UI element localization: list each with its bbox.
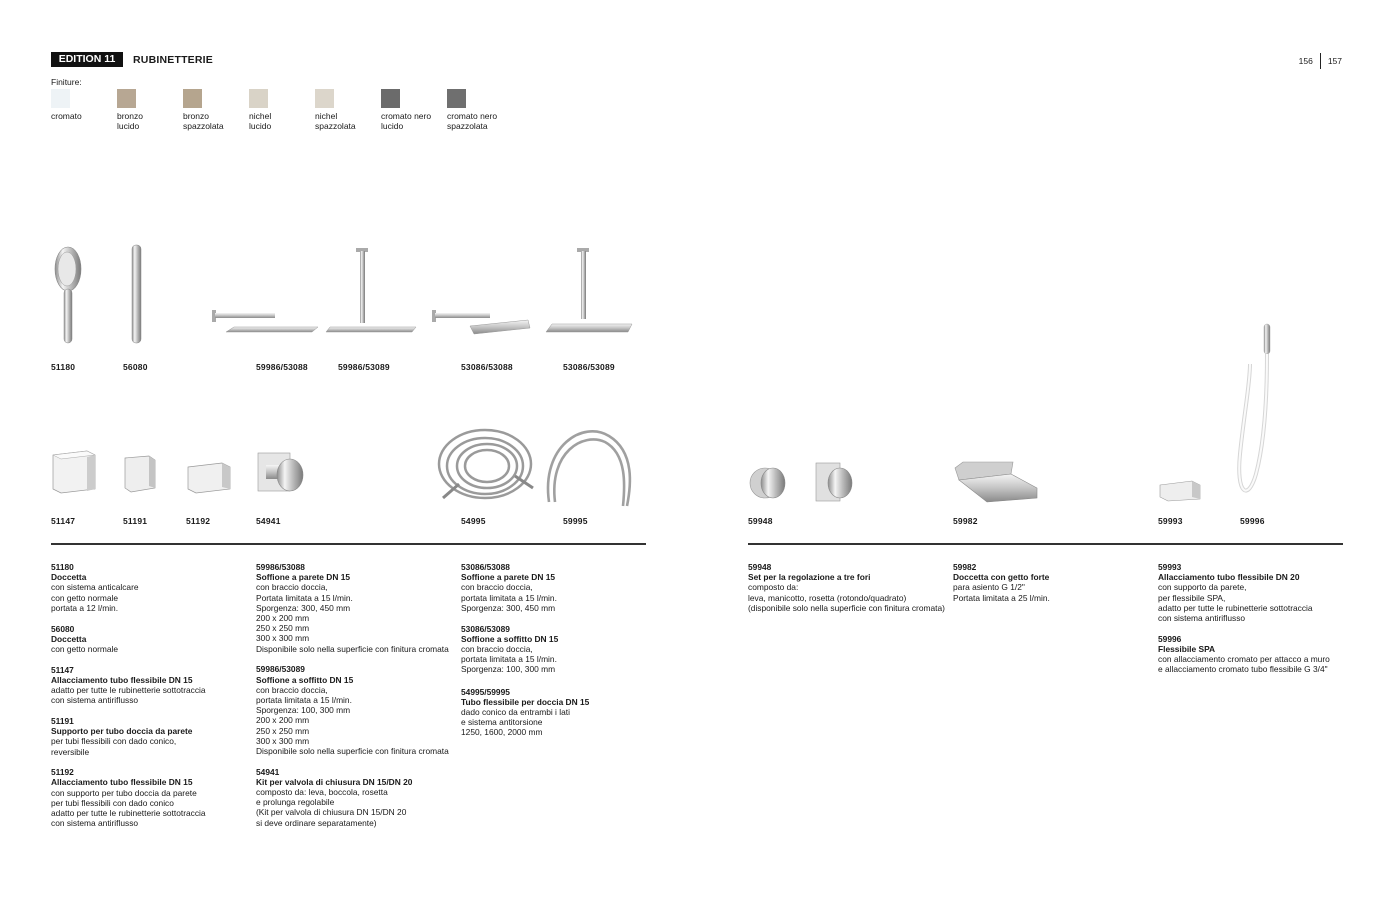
description-column-2: [256, 562, 456, 838]
entry-code: 54995/59995: [461, 686, 510, 697]
product-entry: [461, 624, 661, 675]
entry-text: con braccio doccia, portata limitata a 15 l/min. Sporgenza: 300, 450 mm: [461, 582, 557, 613]
entry-title: Soffione a soffitto DN 15: [256, 674, 354, 685]
product-code-label: 54995: [461, 516, 486, 526]
description-column-4: [748, 562, 948, 624]
ceiling-shower-head-53086-53089-image: [544, 248, 634, 336]
entry-text: adatto per tutte le rubinetterie sottotraccia con sistema antiriflusso: [51, 685, 206, 706]
entry-code: 59986/53088: [256, 562, 305, 572]
product-entry: [1158, 634, 1358, 675]
wall-shower-head-59986-53088-image: [212, 302, 318, 336]
finish-name: nichel lucido: [249, 111, 272, 131]
hand-shower-51180-image: [53, 245, 87, 345]
finish-swatch-cromato-nero-lucido: [381, 89, 443, 131]
product-entry: [748, 562, 948, 613]
product-entry: [51, 562, 251, 613]
page-right-number: 157: [1327, 56, 1342, 66]
entry-text: con braccio doccia, Portata limitata a 15 l/min. Sporgenza: 300, 450 mm 200 x 200 mm 250 x 250 mm 300 x 300 mm Disponibile solo nella superficie con finitura cromata: [256, 582, 449, 654]
page-numbers: [1299, 53, 1342, 69]
entry-text: per tubi flessibili con dado conico, reversibile: [51, 736, 177, 757]
product-code-label: 54941: [256, 516, 281, 526]
finish-swatch-nichel-lucido: [249, 89, 311, 131]
entry-title: Doccetta: [51, 572, 87, 583]
entry-title: Doccetta: [51, 633, 87, 644]
product-code-label: 56080: [123, 362, 148, 372]
entry-code: 51147: [51, 664, 74, 675]
divider-left: [51, 543, 646, 545]
shower-hose-54995-image: [435, 426, 537, 506]
finish-swatch-bronzo-spazzolata: [183, 89, 245, 131]
product-code-label: 59948: [748, 516, 773, 526]
entry-code: 59982: [953, 562, 977, 572]
entry-title: Flessibile SPA: [1158, 643, 1216, 654]
entry-text: dado conico da entrambi i lati e sistema antitorsione 1250, 1600, 2000 mm: [461, 706, 570, 738]
finish-color: [315, 89, 334, 108]
divider-right: [748, 543, 1343, 545]
product-code-label: 51147: [51, 516, 76, 526]
spout-59982-image: [953, 458, 1043, 504]
entry-title: Allacciamento tubo flessibile DN 15: [51, 777, 193, 788]
product-entry: [256, 562, 456, 654]
finish-swatch-bronzo-lucido: [117, 89, 179, 131]
entry-title: Supporto per tubo doccia da parete: [51, 726, 193, 737]
finish-name: cromato nero spazzolata: [447, 111, 498, 131]
entry-title: Soffione a parete DN 15: [256, 572, 351, 583]
entry-text: con supporto per tubo doccia da parete per tubi flessibili con dado conico adatto per tutte le rubinetterie sottotraccia con sistema antiriflusso: [51, 787, 206, 829]
product-code-label: 59982: [953, 516, 978, 526]
entry-code: 53086/53089: [461, 623, 510, 634]
entry-text: con braccio doccia, portata limitata a 15 l/min. Sporgenza: 100, 300 mm 200 x 200 mm 250 x 250 mm 300 x 300 mm Disponibile solo nella superficie con finitura cromata: [256, 684, 449, 756]
description-column-5: [953, 562, 1153, 613]
entry-code: 51192: [51, 767, 74, 778]
entry-code: 59993: [1158, 562, 1182, 572]
wall-holder-51191-image: [123, 454, 157, 494]
product-code-label: 59996: [1240, 516, 1265, 526]
entry-title: Doccetta con getto forte: [953, 572, 1050, 583]
entry-text: con braccio doccia, portata limitata a 15 l/min. Sporgenza: 100, 300 mm: [461, 643, 557, 675]
entry-title: Allacciamento tubo flessibile DN 20: [1158, 572, 1300, 583]
entry-code: 53086/53088: [461, 562, 510, 572]
shutoff-valve-kit-54941-image: [256, 451, 306, 495]
entry-text: con getto normale: [51, 643, 119, 654]
product-code-label: 51180: [51, 362, 76, 372]
ceiling-shower-head-59986-53089-image: [324, 248, 416, 336]
wall-shower-head-53086-53088-image: [432, 302, 532, 336]
product-code-label: 59986/53089: [338, 362, 390, 372]
description-column-6: [1158, 562, 1358, 685]
entry-text: con supporto da parete, per flessibile SPA, adatto per tutte le rubinetterie sottotraccia con sistema antiriflusso: [1158, 582, 1313, 624]
description-column-3: [461, 562, 661, 748]
entry-code: 56080: [51, 623, 75, 634]
page-separator: [1320, 53, 1321, 69]
product-entry: [256, 664, 456, 756]
product-code-label: 53086/53088: [461, 362, 513, 372]
product-entry: [461, 687, 661, 738]
product-code-label: 59993: [1158, 516, 1183, 526]
finish-color: [183, 89, 202, 108]
section-title: RUBINETTERIE: [133, 54, 213, 66]
finish-swatch-nichel-spazzolata: [315, 89, 377, 131]
finish-swatch-cromato: [51, 89, 113, 121]
spa-hose-59996-image: [1234, 324, 1274, 506]
finish-name: nichel spazzolata: [315, 111, 356, 131]
finish-color: [381, 89, 400, 108]
entry-text: composto da: leva, boccola, rosetta e prolunga regolabile (Kit per valvola di chiusura DN 15/DN 20 si deve ordinare separatamente): [256, 787, 407, 828]
product-entry: [51, 665, 251, 706]
connector-51147-image: [51, 449, 97, 495]
entry-code: 54941: [256, 766, 280, 777]
finishes-label: Finiture:: [51, 77, 82, 87]
product-code-label: 53086/53089: [563, 362, 615, 372]
product-code-label: 51191: [123, 516, 148, 526]
product-entry: [256, 767, 456, 828]
finish-name: bronzo lucido: [117, 111, 143, 131]
entry-title: Tubo flessibile per doccia DN 15: [461, 696, 590, 707]
entry-text: composto da: leva, manicotto, rosetta (rotondo/quadrato) (disponibile solo nella superficie con finitura cromata): [748, 582, 945, 613]
control-lever-59948-image: [749, 463, 789, 503]
page-left-number: 156: [1298, 56, 1313, 66]
product-entry: [461, 562, 661, 613]
entry-title: Soffione a soffitto DN 15: [461, 633, 559, 644]
hand-shower-56080-image: [130, 245, 144, 345]
entry-text: con allacciamento cromato per attacco a muro e allacciamento cromato tubo flessibile G 3/4": [1158, 654, 1330, 675]
entry-title: Allacciamento tubo flessibile DN 15: [51, 674, 193, 685]
control-lever-square-59948-image: [814, 461, 856, 503]
finish-name: cromato: [51, 111, 82, 121]
entry-code: 51180: [51, 562, 74, 572]
shower-hose-59995-image: [543, 426, 633, 510]
connector-59993-image: [1158, 479, 1202, 503]
finish-color: [249, 89, 268, 108]
product-entry: [51, 767, 251, 828]
entry-title: Soffione a parete DN 15: [461, 572, 556, 583]
edition-badge: EDITION 11: [51, 52, 123, 67]
finish-name: bronzo spazzolata: [183, 111, 224, 131]
product-code-label: 59995: [563, 516, 588, 526]
description-column-1: [51, 562, 251, 839]
product-code-label: 51192: [186, 516, 211, 526]
product-entry: [953, 562, 1153, 603]
finish-name: cromato nero lucido: [381, 111, 432, 131]
product-code-label: 59986/53088: [256, 362, 308, 372]
product-entry: [51, 716, 251, 757]
entry-title: Set per la regolazione a tre fori: [748, 572, 871, 583]
entry-title: Kit per valvola di chiusura DN 15/DN 20: [256, 776, 413, 787]
finish-color: [117, 89, 136, 108]
finish-color: [51, 89, 70, 108]
product-entry: [1158, 562, 1358, 623]
entry-code: 59996: [1158, 633, 1182, 644]
product-entry: [51, 624, 251, 655]
entry-code: 59986/53089: [256, 664, 305, 675]
entry-text: para asiento G 1/2" Portata limitata a 25 l/min.: [953, 582, 1050, 603]
connector-51192-image: [186, 459, 232, 495]
entry-text: con sistema anticalcare con getto normale portata a 12 l/min.: [51, 582, 139, 613]
entry-code: 59948: [748, 562, 772, 572]
finish-swatch-cromato-nero-spazzolata: [447, 89, 509, 131]
entry-code: 51191: [51, 715, 74, 726]
finish-color: [447, 89, 466, 108]
